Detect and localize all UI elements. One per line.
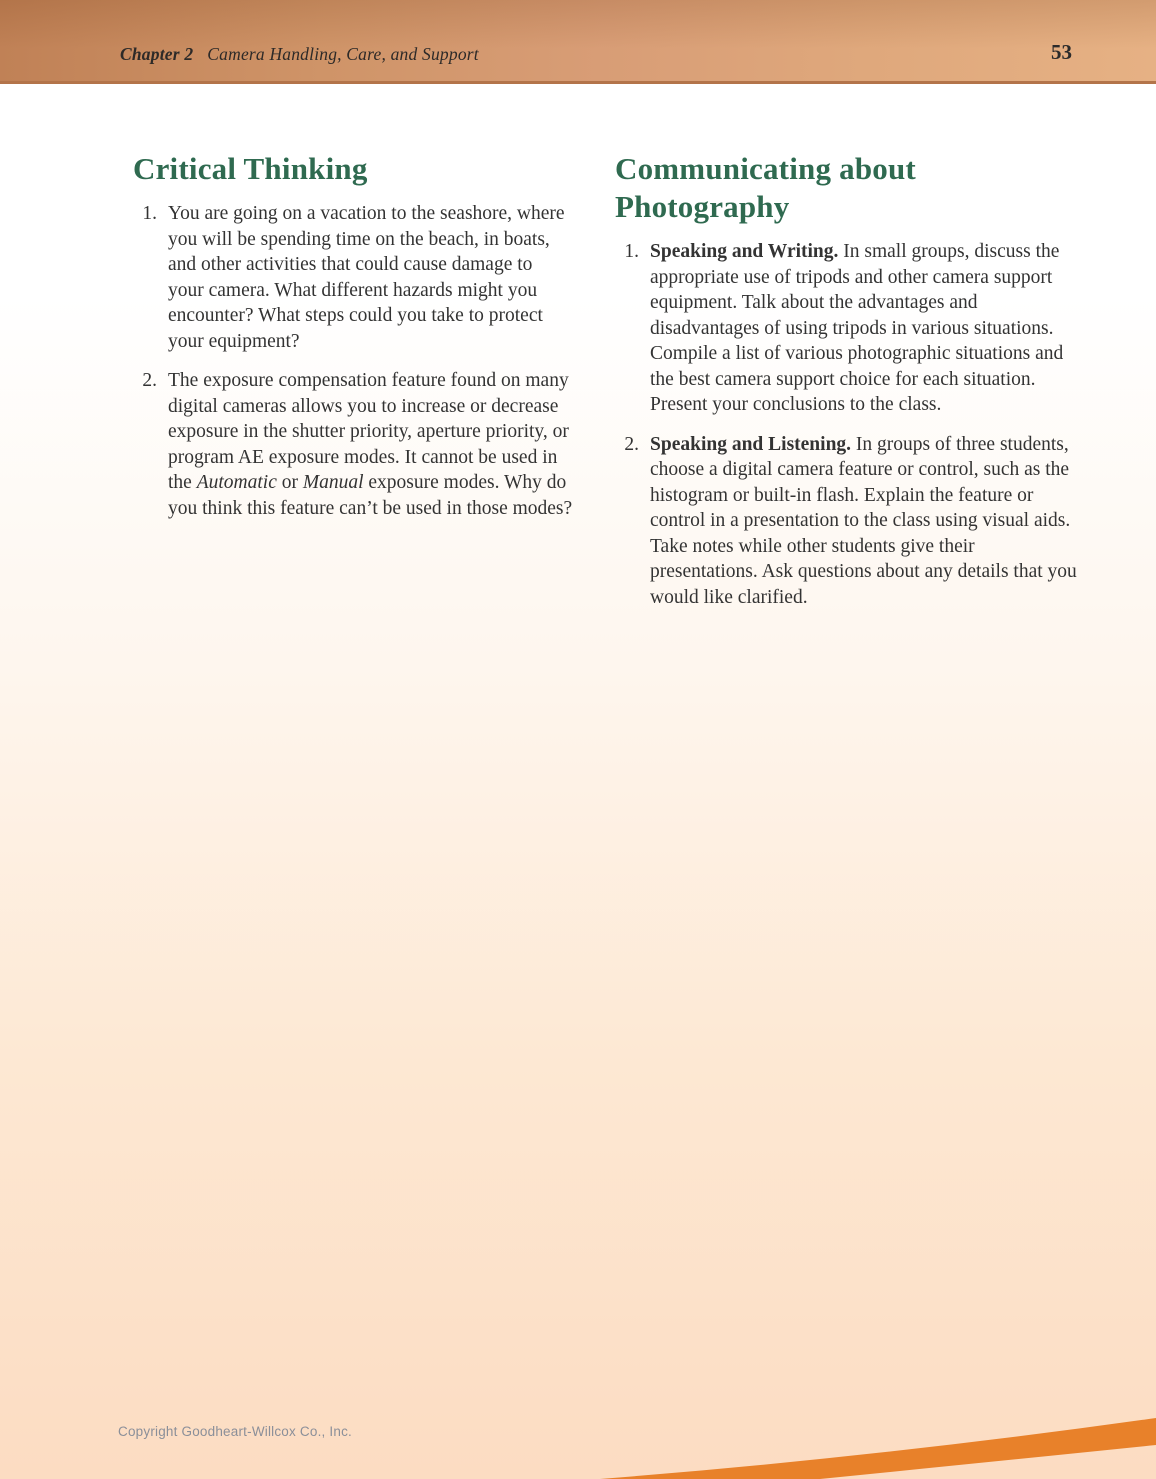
text-segment: You are going on a vacation to the seashore, where you will be spending time on the beach, in boats, and other activities that could cause damage to your camera. What different hazards might you encounter? What steps could you take to protect your equipment? (168, 203, 565, 352)
text-segment: In small groups, discuss the appropriate use of tripods and other camera support equipment. Talk about the advantages and disadvantages of using tripods in various situations. Compile a list of various photographic situations and the best camera support choice for each situation. Present your conclusions to the class. (650, 241, 1064, 415)
list-item-number: 2. (142, 370, 157, 391)
list-item-text (168, 368, 573, 521)
text-segment: or (276, 472, 303, 493)
list-item-text (168, 201, 573, 354)
list-item-text (650, 239, 1078, 418)
text-segment: Speaking and Listening. (650, 433, 852, 455)
numbered-list (615, 239, 1078, 610)
corner-swoosh-graphic (0, 1399, 1156, 1479)
list-item (133, 368, 573, 521)
communicating-section (615, 150, 1078, 624)
list-item (615, 239, 1078, 418)
text-segment: Speaking and Writing. (650, 241, 839, 262)
page-content (0, 84, 1156, 624)
critical-thinking-section (133, 150, 573, 624)
section-heading-critical-thinking: Critical Thinking (133, 151, 368, 186)
running-head (120, 44, 479, 65)
page-header-bar (0, 0, 1156, 84)
list-item-number: 1. (142, 203, 157, 224)
section-heading-communicating: Communicating about Photography (615, 151, 916, 224)
swoosh-shape (600, 1418, 1156, 1479)
list-item-number: 2. (624, 433, 639, 455)
chapter-label: Chapter 2 (120, 44, 194, 64)
list-item-text (650, 432, 1078, 611)
text-segment: The exposure compensation feature found on many digital cameras allows you to increase or decrease exposure in the shutter priority, aperture priority, or program AE exposure modes. It cannot be used in the (168, 370, 569, 493)
list-item-number: 1. (624, 241, 639, 262)
copyright-notice: Copyright Goodheart-Willcox Co., Inc. (118, 1424, 352, 1439)
page-number: 53 (1051, 40, 1072, 64)
text-segment: Manual (302, 472, 364, 493)
list-item (615, 432, 1078, 611)
chapter-title: Camera Handling, Care, and Support (207, 44, 479, 64)
numbered-list (133, 201, 573, 521)
text-segment: Automatic (196, 472, 277, 493)
list-item (133, 201, 573, 354)
text-segment: In groups of three students, choose a digital camera feature or control, such as the histogram or built-in flash. Explain the feature or control in a presentation to the class using visual aids. Take notes while other students give their presentations. Ask questions about any details that you would like clarified. (650, 433, 1077, 608)
text-segment: exposure modes. Why do you think this feature can’t be used in those modes? (168, 472, 573, 519)
